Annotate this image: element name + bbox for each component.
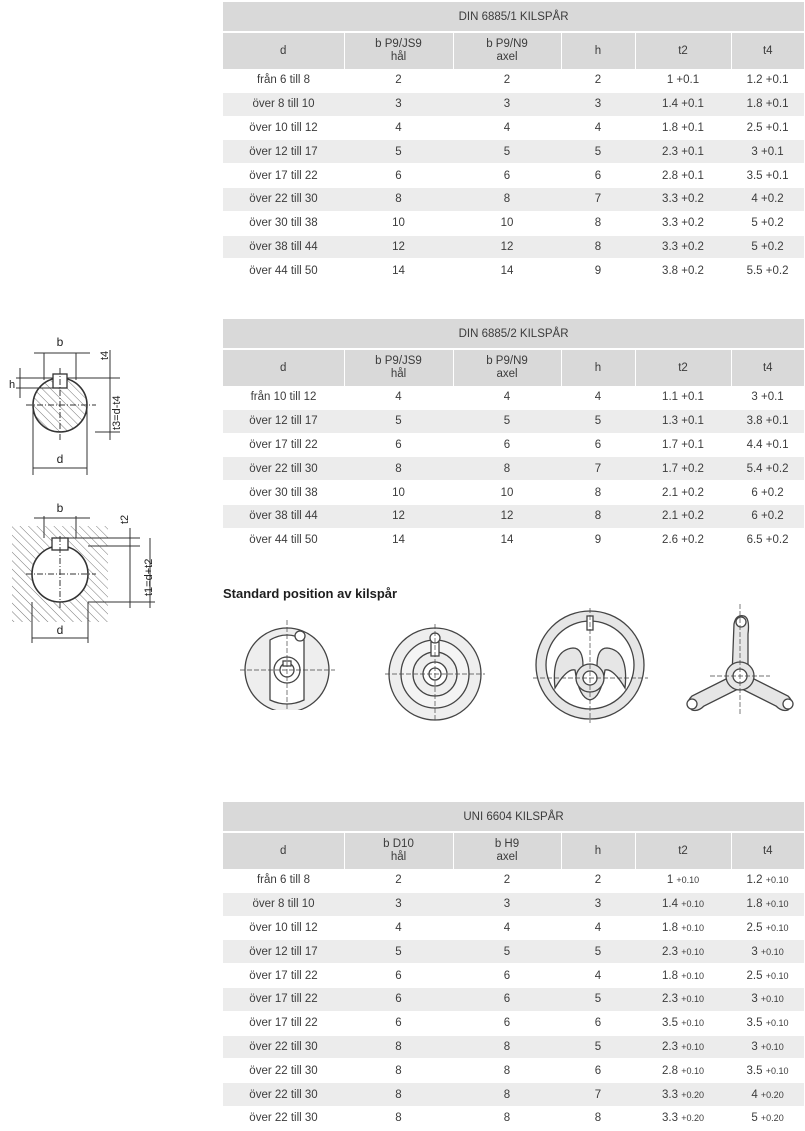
table-cell: 3 +0.10: [731, 940, 804, 964]
hub-keyway-diagram: [0, 498, 170, 648]
table-cell: 2: [453, 69, 561, 92]
column-header: b P9/JS9 hål: [344, 349, 453, 386]
table-cell: 5: [344, 940, 453, 964]
table-cell: över 17 till 22: [223, 164, 344, 188]
shaft-keyway-diagram: [0, 330, 130, 480]
table-cell: 4 +0.20: [731, 1083, 804, 1107]
table-cell: 2.8 +0.1: [635, 164, 731, 188]
table-cell: 5 +0.20: [731, 1106, 804, 1130]
table-cell: över 22 till 30: [223, 1059, 344, 1083]
table-cell: 2.8 +0.10: [635, 1059, 731, 1083]
table-row: [223, 1059, 804, 1083]
table-cell: 2.3 +0.10: [635, 987, 731, 1011]
label-b: b: [56, 335, 64, 349]
table-cell: 5 +0.2: [731, 211, 804, 235]
table-row: [223, 259, 804, 283]
table-cell: 10: [344, 211, 453, 235]
table-cell: 6: [561, 1011, 635, 1035]
table-cell: 3: [344, 92, 453, 116]
table-cell: 5.4 +0.2: [731, 457, 804, 481]
table-cell: 4: [344, 386, 453, 409]
table-cell: 4: [453, 386, 561, 409]
table-row: [223, 504, 804, 528]
table-cell: från 6 till 8: [223, 69, 344, 92]
table-cell: 2: [344, 69, 453, 92]
table-cell: 3.5 +0.1: [731, 164, 804, 188]
table-row: [223, 187, 804, 211]
table-row: [223, 1035, 804, 1059]
table-cell: 8: [453, 1083, 561, 1107]
table-body: [223, 869, 804, 1130]
table-cell: 2.5 +0.1: [731, 116, 804, 140]
label-d: d: [56, 452, 64, 466]
table-cell: 3.5 +0.10: [731, 1059, 804, 1083]
table-cell: 8: [453, 1106, 561, 1130]
table-row: [223, 116, 804, 140]
din-6885-1-table: [223, 2, 804, 283]
table-cell: 2: [561, 869, 635, 892]
table-cell: 5: [561, 409, 635, 433]
table-cell: 6: [344, 987, 453, 1011]
table-cell: 1.8 +0.10: [635, 964, 731, 988]
table-cell: 3.3 +0.20: [635, 1083, 731, 1107]
table-cell: 3.8 +0.1: [731, 409, 804, 433]
table-cell: 6: [344, 964, 453, 988]
table-title: DIN 6885/2 KILSPÅR: [223, 319, 804, 349]
column-header: b P9/N9 axel: [453, 349, 561, 386]
table-cell: 3 +0.10: [731, 987, 804, 1011]
table-row: [223, 409, 804, 433]
table-cell: 1 +0.10: [635, 869, 731, 892]
table-cell: över 10 till 12: [223, 916, 344, 940]
table-cell: 2.3 +0.1: [635, 140, 731, 164]
table-cell: 5.5 +0.2: [731, 259, 804, 283]
table-cell: 3: [561, 92, 635, 116]
table-row: [223, 869, 804, 892]
table-cell: 3.3 +0.2: [635, 211, 731, 235]
table-cell: 12: [453, 504, 561, 528]
table-cell: över 17 till 22: [223, 433, 344, 457]
column-header: t4: [731, 32, 804, 69]
table-cell: över 38 till 44: [223, 504, 344, 528]
table-cell: 2.6 +0.2: [635, 528, 731, 552]
table-row: [223, 916, 804, 940]
table-body: [223, 69, 804, 283]
table-cell: 8: [561, 211, 635, 235]
handwheel-two-spoke-icon: [240, 610, 340, 710]
table-cell: över 22 till 30: [223, 1035, 344, 1059]
label-h: h: [9, 379, 16, 391]
table-cell: 8: [344, 1035, 453, 1059]
table-cell: 9: [561, 259, 635, 283]
table-cell: 1.4 +0.10: [635, 892, 731, 916]
table-row: [223, 1083, 804, 1107]
table-cell: 3: [561, 892, 635, 916]
table-cell: 4: [453, 116, 561, 140]
label-b: b: [56, 501, 64, 515]
table-cell: 6: [561, 433, 635, 457]
table-cell: 5: [344, 140, 453, 164]
uni-6604-table: [223, 802, 804, 1131]
table-cell: 2.3 +0.10: [635, 1035, 731, 1059]
table-cell: 3: [453, 92, 561, 116]
table-cell: 12: [344, 504, 453, 528]
column-header: t2: [635, 32, 731, 69]
label-t4: t4: [99, 350, 111, 360]
table-cell: 5: [344, 409, 453, 433]
table-cell: 4: [561, 386, 635, 409]
table-cell: 4 +0.2: [731, 187, 804, 211]
table-cell: 2.5 +0.10: [731, 916, 804, 940]
label-t2: t2: [119, 514, 131, 524]
table-row: [223, 235, 804, 259]
table-cell: 1.4 +0.1: [635, 92, 731, 116]
table-cell: 14: [344, 259, 453, 283]
table-cell: över 22 till 30: [223, 1083, 344, 1107]
table-cell: 3.8 +0.2: [635, 259, 731, 283]
table-cell: 4: [344, 116, 453, 140]
table-cell: 3.3 +0.2: [635, 187, 731, 211]
table-cell: 4.4 +0.1: [731, 433, 804, 457]
column-header: h: [561, 349, 635, 386]
table-cell: över 44 till 50: [223, 259, 344, 283]
table-cell: 10: [453, 481, 561, 505]
table-row: [223, 940, 804, 964]
column-header: d: [223, 349, 344, 386]
table-cell: 8: [344, 1083, 453, 1107]
table-cell: 3 +0.1: [731, 140, 804, 164]
table-cell: 8: [561, 504, 635, 528]
table-cell: 8: [344, 457, 453, 481]
table-cell: 7: [561, 187, 635, 211]
table-cell: 6: [344, 1011, 453, 1035]
table-cell: över 12 till 17: [223, 940, 344, 964]
table-cell: från 10 till 12: [223, 386, 344, 409]
table-cell: 6: [453, 1011, 561, 1035]
table-cell: 1.3 +0.1: [635, 409, 731, 433]
table-cell: 2.5 +0.10: [731, 964, 804, 988]
table-cell: 5: [561, 140, 635, 164]
table-cell: över 22 till 30: [223, 1106, 344, 1130]
table-row: [223, 964, 804, 988]
label-d: d: [56, 623, 64, 637]
table-cell: 4: [453, 916, 561, 940]
table-row: [223, 892, 804, 916]
section-heading: Standard position av kilspår: [223, 586, 398, 601]
column-header: b P9/N9 axel: [453, 32, 561, 69]
table-cell: 5: [561, 1035, 635, 1059]
column-header: t2: [635, 832, 731, 869]
table-cell: 5: [453, 409, 561, 433]
table-row: [223, 987, 804, 1011]
table-cell: 3.3 +0.20: [635, 1106, 731, 1130]
table-body: [223, 386, 804, 552]
column-header: t4: [731, 349, 804, 386]
table-cell: 1.8 +0.10: [635, 916, 731, 940]
table-row: [223, 211, 804, 235]
table-cell: 2: [561, 69, 635, 92]
handwheel-curved-spoke-icon: [533, 608, 648, 723]
table-cell: 10: [344, 481, 453, 505]
table-cell: 5 +0.2: [731, 235, 804, 259]
table-row: [223, 92, 804, 116]
table-cell: över 8 till 10: [223, 92, 344, 116]
column-header: b H9 axel: [453, 832, 561, 869]
header-row: [223, 32, 804, 69]
handwheel-disc-icon: [385, 622, 485, 722]
table-cell: 3.5 +0.10: [635, 1011, 731, 1035]
table-cell: 1.7 +0.2: [635, 457, 731, 481]
table-cell: 4: [344, 916, 453, 940]
table-cell: över 17 till 22: [223, 1011, 344, 1035]
table-cell: 1.8 +0.10: [731, 892, 804, 916]
table-cell: 6: [561, 1059, 635, 1083]
table-cell: 6: [344, 164, 453, 188]
table-cell: 8: [344, 187, 453, 211]
table-cell: över 22 till 30: [223, 457, 344, 481]
table-cell: 14: [453, 528, 561, 552]
table-cell: 10: [453, 211, 561, 235]
header-row: [223, 832, 804, 869]
table-cell: över 8 till 10: [223, 892, 344, 916]
table-cell: över 17 till 22: [223, 987, 344, 1011]
table-cell: över 12 till 17: [223, 409, 344, 433]
table-cell: över 44 till 50: [223, 528, 344, 552]
table-cell: 1.7 +0.1: [635, 433, 731, 457]
table-row: [223, 140, 804, 164]
table-cell: 8: [344, 1106, 453, 1130]
table-cell: 12: [453, 235, 561, 259]
table-cell: över 12 till 17: [223, 140, 344, 164]
table-cell: 4: [561, 964, 635, 988]
table-cell: 6.5 +0.2: [731, 528, 804, 552]
table-cell: 3: [453, 892, 561, 916]
table-cell: 1.2 +0.10: [731, 869, 804, 892]
table-cell: 2.3 +0.10: [635, 940, 731, 964]
table-cell: 1.1 +0.1: [635, 386, 731, 409]
table-cell: 1.2 +0.1: [731, 69, 804, 92]
table-cell: 8: [561, 235, 635, 259]
table-row: [223, 386, 804, 409]
table-title: UNI 6604 KILSPÅR: [223, 802, 804, 832]
table-cell: 8: [561, 1106, 635, 1130]
table-row: [223, 457, 804, 481]
table-cell: 4: [561, 916, 635, 940]
column-header: t2: [635, 349, 731, 386]
table-cell: över 10 till 12: [223, 116, 344, 140]
din-6885-2-table: [223, 319, 804, 553]
table-row: [223, 1106, 804, 1130]
table-cell: 8: [453, 1059, 561, 1083]
table-cell: 14: [453, 259, 561, 283]
column-header: d: [223, 32, 344, 69]
table-cell: 5: [453, 940, 561, 964]
table-cell: 6: [344, 433, 453, 457]
column-header: b D10 hål: [344, 832, 453, 869]
table-cell: 3.5 +0.10: [731, 1011, 804, 1035]
table-cell: 2.1 +0.2: [635, 481, 731, 505]
three-arm-handwheel-icon: [680, 604, 800, 714]
table-cell: 1.8 +0.1: [635, 116, 731, 140]
table-cell: 6: [453, 987, 561, 1011]
table-cell: 8: [453, 1035, 561, 1059]
label-t3: t3=d-t4: [111, 395, 123, 430]
table-cell: 6: [453, 964, 561, 988]
table-cell: över 22 till 30: [223, 187, 344, 211]
table-row: [223, 481, 804, 505]
table-cell: 3.3 +0.2: [635, 235, 731, 259]
column-header: h: [561, 32, 635, 69]
table-row: [223, 164, 804, 188]
table-cell: 8: [561, 481, 635, 505]
table-cell: 9: [561, 528, 635, 552]
table-cell: 12: [344, 235, 453, 259]
table-cell: 3 +0.1: [731, 386, 804, 409]
table-cell: 7: [561, 457, 635, 481]
table-cell: över 38 till 44: [223, 235, 344, 259]
table-row: [223, 433, 804, 457]
table-cell: 5: [453, 140, 561, 164]
table-cell: 3 +0.10: [731, 1035, 804, 1059]
table-cell: 6 +0.2: [731, 504, 804, 528]
column-header: t4: [731, 832, 804, 869]
column-header: d: [223, 832, 344, 869]
header-row: [223, 349, 804, 386]
table-cell: 2: [344, 869, 453, 892]
table-cell: 5: [561, 940, 635, 964]
table-row: [223, 69, 804, 92]
table-cell: 8: [453, 457, 561, 481]
table-cell: 4: [561, 116, 635, 140]
table-cell: 7: [561, 1083, 635, 1107]
column-header: b P9/JS9 hål: [344, 32, 453, 69]
table-cell: 8: [344, 1059, 453, 1083]
table-cell: 6: [561, 164, 635, 188]
table-cell: 6: [453, 433, 561, 457]
table-cell: 14: [344, 528, 453, 552]
table-cell: över 17 till 22: [223, 964, 344, 988]
table-title: DIN 6885/1 KILSPÅR: [223, 2, 804, 32]
table-cell: 6 +0.2: [731, 481, 804, 505]
table-cell: 5: [561, 987, 635, 1011]
table-cell: 2.1 +0.2: [635, 504, 731, 528]
table-cell: 1.8 +0.1: [731, 92, 804, 116]
column-header: h: [561, 832, 635, 869]
table-cell: 8: [453, 187, 561, 211]
table-cell: 3: [344, 892, 453, 916]
label-t1: t1=d+t2: [143, 558, 155, 596]
table-cell: 1 +0.1: [635, 69, 731, 92]
table-cell: från 6 till 8: [223, 869, 344, 892]
table-row: [223, 1011, 804, 1035]
table-cell: 2: [453, 869, 561, 892]
table-row: [223, 528, 804, 552]
table-cell: över 30 till 38: [223, 211, 344, 235]
table-cell: över 30 till 38: [223, 481, 344, 505]
table-cell: 6: [453, 164, 561, 188]
